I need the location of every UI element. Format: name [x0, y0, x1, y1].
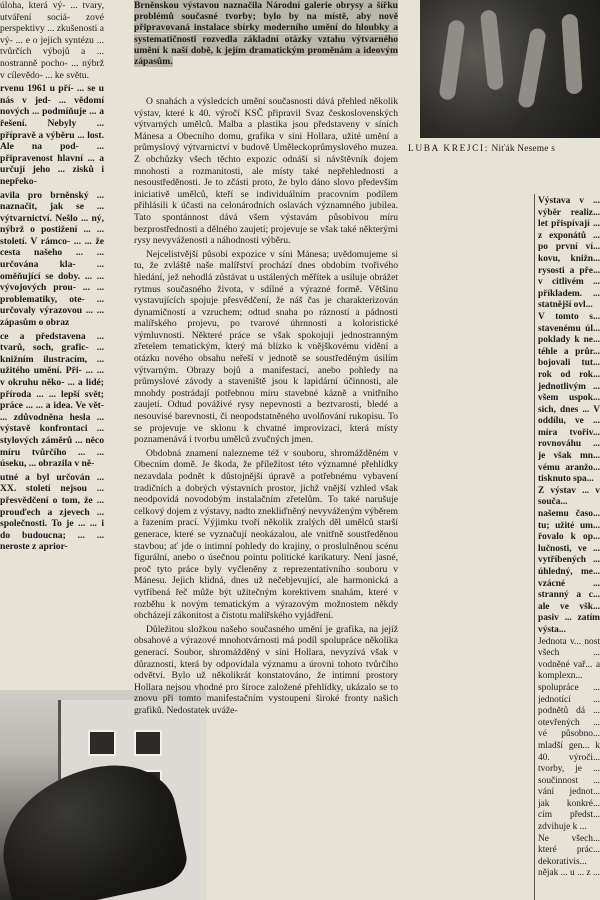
column-divider: [534, 194, 535, 900]
center-paragraph: Obdobná znamení nalezneme též v souboru, shromážděném v Obecním domě. Je škoda, že příležitost této významné přehlídky nezavdala podnět k důstojnější úpravě a potřebnému vybavení tradičních a dobrých výstavních prostor, jichž vnější vzhled však neodpovídá novodobým instalačním zřetelům. To také narušuje celkový dojem z výstavy, nadto znekliďněný nevyváženým výběrem a řazením prací. Výjimku tvoří několik zralých děl umělců starší generace, které se vyznačují neokázalou, ale vnitřně soustředěnou stavbou; ať jde o intimní pohledy do krajiny, o proslulněnou scénu figurální, anebo o úsečnou pointu politické karikatury. Není jasné, proč tyto práce byly vyčleněny z reprezentativního souboru v Mánesu. Jejich klidná, dnes už nečebjevující, ale harmonická a vytříbená řeč může být užitečným korektivem snahám, které v rozběhu k novým tematickým a výrazovým možnostem někdy obcházejí zákonitost a čistotu malířského vyjádření.: [134, 447, 398, 622]
intro-box: [134, 0, 398, 95]
figure-shape: [517, 27, 547, 109]
figure-shape: [561, 14, 583, 95]
caption-author: LUBA KREJČÍ:: [408, 144, 489, 154]
right-paragraph: Z výstav ... v souča... našemu časo... tu; užité um... řovalo k op... lučnosti, ve ... vytříbených ... úhledný, me... vzácné ... stranný a c... ale ve všk... pasiv ... zatím výsta...: [538, 485, 600, 635]
right-paragraph: Ne všech... které prác... dekorativis... nějak ... u ... z ...: [538, 833, 600, 879]
right-paragraph: Jednota v... nost všech ... vodněné vař... a komplexn... spolupráce ... jednotící ... podnětů dá ... otevřených ... vé působno... mladší gen... k 40. výroči... tvorby, je ... součinnost ... vání jednot... jak konkré... cím předst... zdvihuje k ...: [538, 636, 600, 833]
center-paragraph: Nejcelistvější působí expozice v síni Mánesa; uvědomujeme si tu, že zvláště naše malířství prochází dnes obdobím tvořivého hledání, jež nehodlá zůstávat u ustálených měřítek a usiluje obrážet rytmus současného života, v sdílné a výrazné formě. Většinu vystavujících spojuje přesvědčení, že náš čas je charakterizován dynamičností a vzruchem; odtud snaha po rázností a pádnosti malířského projevu, po tvarové úhrnnosti a koloristické výmluvnosti. Některé práce se však spokojují jednostranným zřetelem tematickým, který má blízko k vnějškovému vidění a otázku nového obsahu neřeší v jednotě se soustředěným úsilím výtvarným. Obrazy bojů a manifestací, anebo pohledy na průmyslové závody a staveniště jsou k lapidární účinnosti, ale mnohdy postrádají potřebnou míru stavebné kázně a vnitřního zaujetí. Odtud pováživé rysy nepevnosti a beztvarosti, bledé a nesouvisé barevnosti, či neopodstatněného uvolňování rukopisu. To se projevuje ve sklonu k chvatné improvizaci, která místy poznamenává i tvorbu umělců zvučných jmen.: [134, 248, 398, 446]
center-paragraph: Důležitou složkou našeho současného umění je grafika, na jejíž obsahové a výrazové mnohotvárnosti má podíl spolupráce několika generací. Soubor, shromážděný v síni Hollara, nevyzívá však v důraznosti, která by odpovídala významu a úrovni tohoto tvůrčího odvětví. Bylo už několikrát konstatováno, že intimní prostory Hollara nejsou vhodné pro šíroce založené přehlídky, ukázalo se to znovu při tomto manifestačním vystoupení široké fronty našich grafiků. Nedostatek uváže-: [134, 623, 398, 716]
left-paragraph: utné a byl určován ... XX. století nejsou ... přesvědčení o tom, že ... prouďech a zjevech ... společnosti. To je ... ... i do budoucna; ... ... neroste z aprior-: [0, 471, 104, 553]
left-text-column: [0, 0, 104, 688]
center-text-column: [134, 96, 398, 900]
left-paragraph: úloha, která vý- ... tvary, utváření sociá- zové perspektivy ... zkušenosti a vý- ... e o jejich syntézu ... tvůrčích výbojů a ... nostranně pocho- ... nýbrž v cílevědo- ... ke světu.: [0, 0, 104, 81]
left-paragraph: avila pro brněnský ... naznačit, jak se ... výtvarnictví. Nešlo ... ný, nýbrž o postižení ... ... století. V rámco- ... ... že cesta našeho ... ... určována kla- ... oměňující se doby. ... ... vývojových prou- ... ... problematiky, ote- ... určovaly výrazovou ... ... zápasům o obraz: [0, 189, 104, 329]
window: [88, 730, 116, 756]
left-paragraph: ce a představena ... tvarů, soch, grafic- ... knižním ilustracím, ... užitého umění. Při- ... ... v okruhu něko- ... a lidé; příroda ... ... lepší svět; práce ... ... a idea. Ve vět- ... zdůvodněna hesla ... výstavě konfrontaci ... stylových záměrů ... něco míru tvůrčího ... ... úseku, ... obrazila v ně-: [0, 330, 104, 470]
center-paragraph: O snahách a výsledcích umění současnosti dává přehled několik výstav, které k 40. výročí KSČ připravil Svaz československých výtvarných umělců. Malba a plastika jsou představeny v síních Mánesa a Obecního domu, grafika v síni Hollara, užité umění a průmyslový výtvarnictví v budově Uměleckoprůmyslového muzea. Z obchůzky všech těchto expozic odnáší si návštěvník dojem mnohosti a rozmanitosti, ale místy také nepřehlednosti a nesoustředěnosti. Je to zčásti proto, že bylo dáno slovo především iniciativě umělců, kteří se individuálním pracovním podílem přihlásili k účasti na celonárodních oslavách významného jubilea. Tato spontánnost dává všem výstavám působivou míru bezprostřednosti a dělného zaujetí; projevuje se však také některými rysy nevyváženosti a náhodnosti výběru.: [134, 96, 398, 247]
right-paragraph: Výstava v ... výběr realiz... let přispívají ... z exponátů ... po první ví... kovu, knižn... rysosti a pře... v citlivém ... příkladem. ... statnější ovl...: [538, 196, 600, 311]
intro-text: Brněnskou výstavou naznačila Národní galerie obrysy a šířku problémů současné tvorby; bylo by na místě, aby nově připravovaná instalace sbírky moderního umění do hloubky a systematičnosti rozvedla základní otázky vztahu výtvarného umění k naší době, k jejím dramatickým proměnám a ideovým zápasům.: [134, 0, 398, 68]
photo-caption: [408, 144, 600, 154]
artwork-photo: [420, 0, 600, 138]
right-paragraph: V tomto s... stavenému úl... poklady k ne... téhle a průr... bojovali tut... rok od rok... jednotlivým ... všem uspok... sich, dnes ... V oddílu, ve ... míra tvořiv... rovnováhu ... je však mn... vému aranžo... tisknuto spa...: [538, 311, 600, 485]
caption-title: Niťák Neseme s: [491, 144, 556, 154]
left-paragraph: rvenu 1961 u pří- ... se u nás v jed- ... vědomí nových ... podmíňuje ... a řešení. Nebyly ... přípravě a výběru ... lost. Ale na pod- ... připravenost hlavní ... a určují jeho ... zisků i nepřeko-: [0, 83, 104, 187]
figure-shape: [480, 9, 504, 90]
right-text-column: [538, 196, 600, 900]
figure-shape: [439, 19, 466, 100]
